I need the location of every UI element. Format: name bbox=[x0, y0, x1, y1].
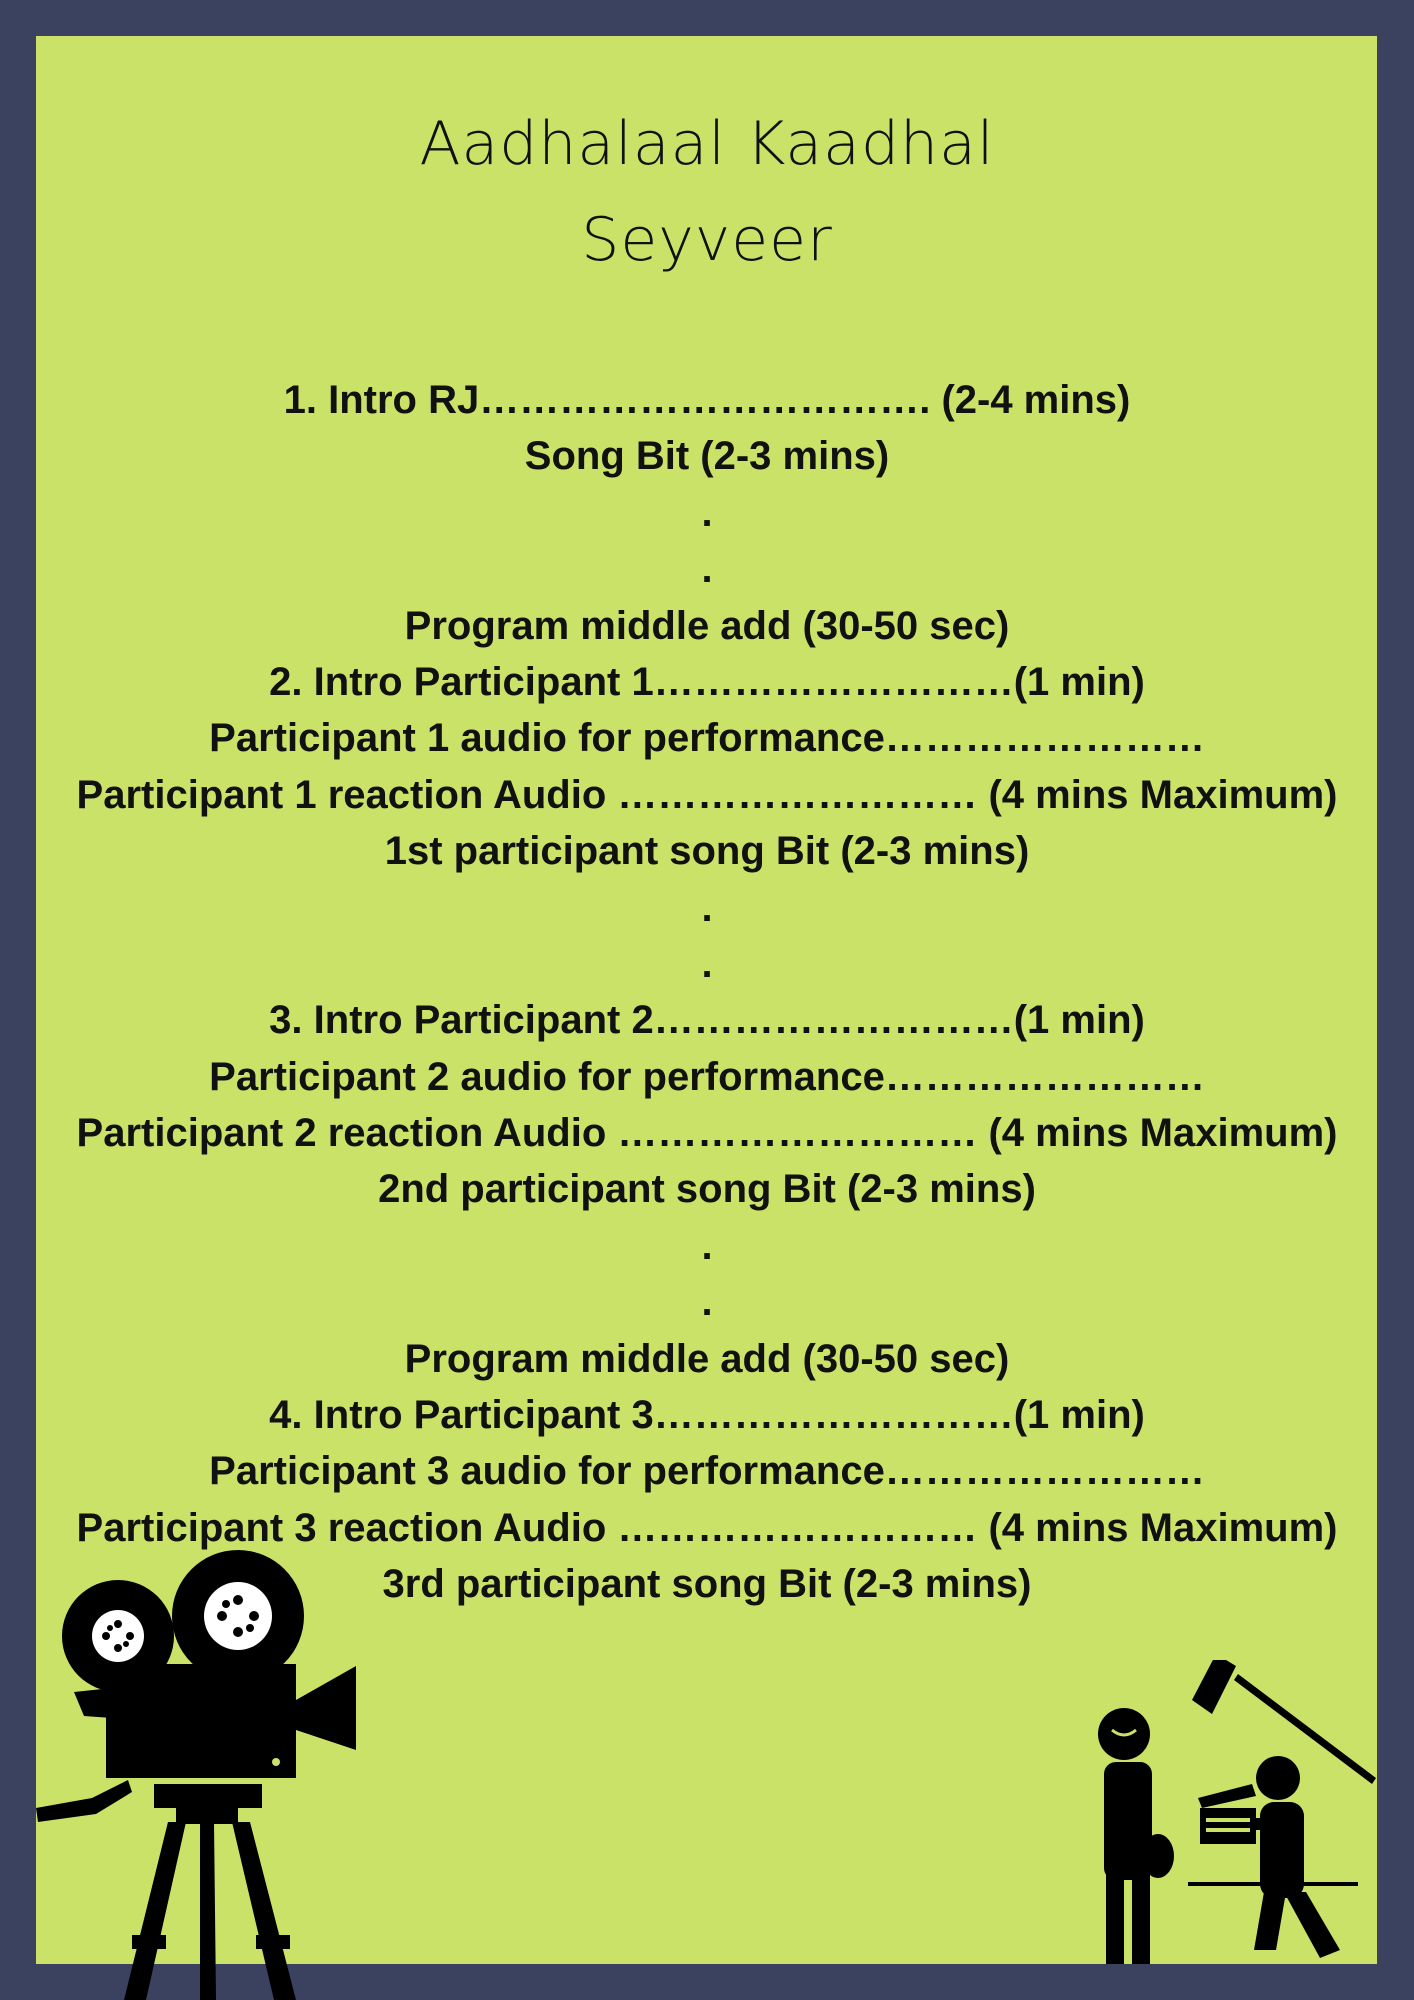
title-line-2: Seyveer bbox=[581, 205, 833, 275]
schedule-line: Participant 2 audio for performance…………………… bbox=[209, 1054, 1205, 1099]
schedule-line: Participant 1 audio for performance…………………… bbox=[209, 716, 1205, 761]
schedule-line: Program middle add (30-50 sec) bbox=[404, 1336, 1010, 1381]
film-crew-icon bbox=[1080, 1660, 1380, 1964]
schedule-line: Song Bit (2-3 mins) bbox=[524, 434, 890, 479]
schedule-line: 3rd participant song Bit (2-3 mins) bbox=[382, 1562, 1032, 1607]
schedule-line: 1st participant song Bit (2-3 mins) bbox=[384, 829, 1030, 874]
schedule-line: 2nd participant song Bit (2-3 mins) bbox=[378, 1167, 1036, 1212]
schedule-line: . bbox=[701, 490, 713, 535]
schedule-list bbox=[0, 372, 1414, 1613]
schedule-line: Program middle add (30-50 sec) bbox=[404, 603, 1010, 648]
schedule-line: 1. Intro RJ……………………………. (2-4 mins) bbox=[283, 378, 1131, 422]
schedule-line: Participant 3 reaction Audio ……………………… (4 mins Maximum) bbox=[76, 1505, 1338, 1550]
schedule-line: Participant 3 audio for performance…………………… bbox=[209, 1449, 1205, 1494]
schedule-line: 3. Intro Participant 2………………………(1 min) bbox=[269, 998, 1145, 1043]
schedule-line: Participant 2 reaction Audio ……………………… (4 mins Maximum) bbox=[76, 1111, 1338, 1156]
schedule-line: Participant 1 reaction Audio ……………………… (4 mins Maximum) bbox=[76, 772, 1338, 817]
schedule-line: . bbox=[701, 1223, 713, 1268]
schedule-line: . bbox=[701, 1280, 713, 1325]
title-line-1: Aadhalaal Kaadhal bbox=[419, 109, 995, 179]
schedule-line: 4. Intro Participant 3………………………(1 min) bbox=[269, 1393, 1145, 1438]
schedule-line: . bbox=[701, 941, 713, 986]
document-title bbox=[0, 96, 1414, 288]
schedule-line: . bbox=[701, 547, 713, 592]
schedule-line: 2. Intro Participant 1………………………(1 min) bbox=[269, 659, 1145, 704]
film-camera-icon bbox=[36, 1540, 366, 2000]
schedule-line: . bbox=[701, 885, 713, 930]
